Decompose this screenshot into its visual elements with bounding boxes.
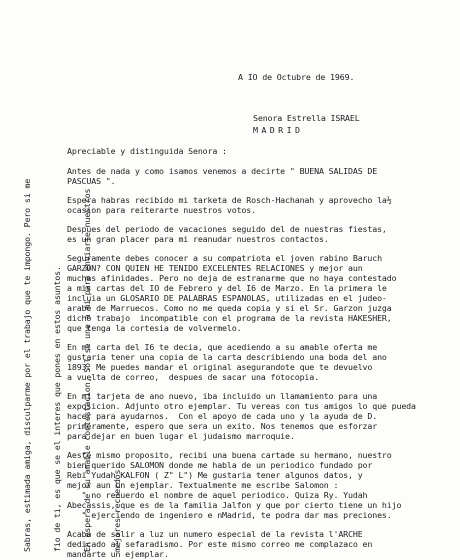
paragraph-line: Antes de nada y como isamos venemos a decirte " BUENA SALIDAS DE <box>67 166 378 176</box>
salutation: Apreciable y distinguida Senora : <box>67 146 227 156</box>
paragraph-line: a vuelta de correo, despues de sacar una fotocopia. <box>67 372 319 382</box>
paragraph-line: mandarte un ejemplar. <box>67 549 169 559</box>
paragraph-line: Abecassis, que es de la familia Jalfon y que por cierto tiene un hijo <box>67 500 402 510</box>
paragraph-line: para dejar en buen lugar el judaismo marroquie. <box>67 431 295 441</box>
paragraph-line: GARZON? CON QUIEN HE TENIDO EXCELENTES RELACIONES y mejor aun <box>67 263 363 273</box>
margin-note-line: Sabras, estimada amiga, disculparme por el trabajo que te impongo. Pero si me <box>22 178 32 552</box>
recipient-city: MADRID <box>253 125 304 135</box>
paragraph-line: gustaria tener una copia de la carta describiendo una boda del ano <box>67 352 387 362</box>
paragraph-line: En mi carta del I6 te decia, que acediendo a su amable oferta me <box>67 342 378 352</box>
paragraph-line: PASCUAS ". <box>67 176 116 186</box>
paragraph-line: que tenga la cortesia de volvermelo. <box>67 323 242 333</box>
paragraph-line: Aeste mismo proposito, recibi una buena cartade su hermano, nuestro <box>67 450 392 460</box>
margin-note-line: mejores recuerdos. <box>112 464 122 552</box>
paragraph-line: dicho trabajo incompatible con el programa de la revista HAKESHER, <box>67 313 392 323</box>
letter-date: A IO de Octubre de 1969. <box>238 72 355 82</box>
paragraph-line: es un gran placer para mi reanudar nuestros contactos. <box>67 234 329 244</box>
paragraph-line: Despues del periodo de vacaciones seguido del de nuestras fiestas, <box>67 224 387 234</box>
paragraph-line: bien querido SALOMON donde me habla de un periodico fundado por <box>67 460 373 470</box>
paragraph-line: arabe de Marruecos. Como no me queda copia y si el Sr. Garzon juzga <box>67 303 392 313</box>
paragraph-line: " ejerciendo de ingeniero e nMadrid, te podra dar mas preciones. <box>67 510 392 520</box>
margin-note <box>2 179 142 552</box>
recipient-name: Senora Estrella ISRAEL <box>253 113 360 123</box>
margin-note-line: fio de ti, es que se el interes que pones en estos asuntos. <box>52 266 62 552</box>
paragraph-line: exposicion. Adjunto otro ejemplar. Tu vereas con tus amigos lo que pueda <box>67 401 416 411</box>
paragraph-line: Acaba de salir a luz un numero especial de la revista l'ARCHE <box>67 529 363 539</box>
paragraph-line: hacer para ayudarnos. Con el apoyo de cada uno y la ayuda de D. <box>67 411 378 421</box>
paragraph-line: dedicado al sefaradismo. Por este mismo correo me complazaco en <box>67 539 373 549</box>
paragraph-line: a mis cartas del IO de Febrero y del I6 de Marzo. En la primera le <box>67 283 387 293</box>
paragraph-line: primeramente, espero que sera un exito. Nos tenemos que esforzar <box>67 421 378 431</box>
paragraph-line: En mi tarjeta de ano nuevo, iba incluido un llamamiento para una <box>67 391 378 401</box>
margin-note-line: En espera de su amable contestacion, Sol se une a mi para enviarte nuestros <box>82 188 92 552</box>
paragraph-line: 1893. Me puedes mandar el original asegurandote que te devuelvo <box>67 362 373 372</box>
paragraph-line: Rebi Yudah KALFON ( Z" L") Me gustaria tener algunos datos, y <box>67 470 363 480</box>
paragraph-line: incluia un GLOSARIO DE PALABRAS ESPANOLAS, utilizadas en el judeo- <box>67 293 387 303</box>
paragraph-line: muchas afinidades. Pero no deja de estranarme que no haya contestado <box>67 273 397 283</box>
paragraph-line: ocasion para reiterarte nuestros votos. <box>67 205 256 215</box>
paragraph-line: mejor aun un ejemplar. Textualmente me escribe Salomon : <box>67 480 339 490</box>
paragraph-line: Seguramente debes conocer a su compatriota el joven rabino Baruch <box>67 253 382 263</box>
paragraph-line: " no recuerdo el nombre de aquel periodico. Quiza Ry. Yudah <box>67 490 368 500</box>
paragraph-line: Espera habras recibido mi tarketa de Rosch-Hachanah y aprovecho la½ <box>67 195 392 205</box>
